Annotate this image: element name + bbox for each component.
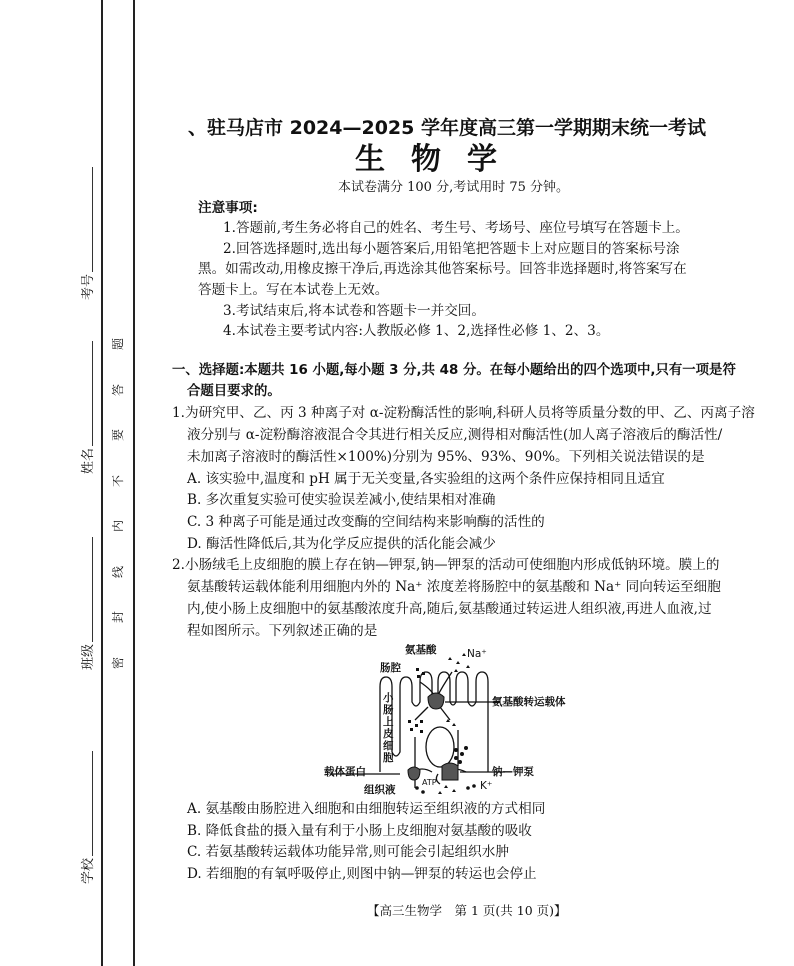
q1-option-c: C. 3 种离子可能是通过改变酶的空间结构来影响酶的活性的 xyxy=(187,514,545,530)
field-label: 考号 xyxy=(81,273,97,301)
notes-heading: 注意事项: xyxy=(198,200,258,216)
label-k: K⁺ xyxy=(480,780,493,792)
binding-line-inner xyxy=(133,0,135,966)
note-line: 3.考试结束后,将本试卷和答题卡一并交回。 xyxy=(223,303,485,319)
seal-char: 内 xyxy=(111,519,125,533)
field-underline[interactable] xyxy=(80,537,93,642)
transport-diagram xyxy=(320,642,580,798)
label-atp: ATP xyxy=(422,778,437,787)
q1-option-b: B. 多次重复实验可使实验误差减小,使结果相对准确 xyxy=(187,492,496,508)
label-transporter: 氨基酸转运载体 xyxy=(492,696,566,708)
q2-stem: 程如图所示。下列叙述正确的是 xyxy=(187,623,378,639)
seal-char: 答 xyxy=(111,383,125,397)
q2-option-b: B. 降低食盐的摄入量有利于小肠上皮细胞对氨基酸的吸收 xyxy=(187,823,532,839)
note-line: 1.答题前,考生务必将自己的姓名、考生号、考场号、座位号填写在答题卡上。 xyxy=(223,220,689,236)
school-field[interactable] xyxy=(77,751,96,884)
label-carrier: 载体蛋白 xyxy=(324,766,366,778)
class-field[interactable] xyxy=(77,537,96,670)
name-field[interactable] xyxy=(77,341,96,474)
field-label: 班级 xyxy=(81,643,97,671)
field-underline[interactable] xyxy=(80,167,93,272)
field-label: 学校 xyxy=(81,857,97,885)
note-line: 黑。如需改动,用橡皮擦干净后,再选涂其他答案标号。回答非选择题时,将答案写在 xyxy=(198,261,687,277)
seal-char: 不 xyxy=(111,474,125,488)
section-heading-cont: 合题目要求的。 xyxy=(187,384,281,399)
q1-stem: 1.为研究甲、乙、丙 3 种离子对 α-淀粉酶活性的影响,科研人员将等质量分数的甲、乙、丙离子溶 xyxy=(172,405,755,421)
seal-char: 题 xyxy=(111,337,125,351)
field-label: 姓名 xyxy=(81,447,97,475)
subject-title: 生物学 xyxy=(355,142,523,177)
q1-option-d: D. 酶活性降低后,其为化学反应提供的活化能会减少 xyxy=(187,536,496,552)
label-lumen: 肠腔 xyxy=(380,662,401,674)
field-underline[interactable] xyxy=(80,341,93,446)
q2-stem: 2.小肠绒毛上皮细胞的膜上存在钠—钾泵,钠—钾泵的活动可使细胞内形成低钠环境。膜上的 xyxy=(172,557,720,573)
q1-stem: 未加离子溶液时的酶活性×100%)分别为 95%、93%、90%。下列相关说法错误的是 xyxy=(187,449,705,465)
q2-stem: 氨基酸转运载体能利用细胞内外的 Na⁺ 浓度差将肠腔中的氨基酸和 Na⁺ 同向转运至细胞 xyxy=(187,579,721,595)
cell-illustration xyxy=(320,642,580,802)
q2-option-c: C. 若氨基酸转运载体功能异常,则可能会引起组织水肿 xyxy=(187,844,509,860)
score-info: 本试卷满分 100 分,考试用时 75 分钟。 xyxy=(338,180,570,195)
field-underline[interactable] xyxy=(80,751,93,856)
q2-option-a: A. 氨基酸由肠腔进入细胞和由细胞转运至组织液的方式相同 xyxy=(187,801,546,817)
exam-title: 、驻马店市 2024—2025 学年度高三第一学期期末统一考试 xyxy=(188,117,706,139)
seal-char: 要 xyxy=(111,428,125,442)
q2-option-d: D. 若细胞的有氧呼吸停止,则图中钠—钾泵的转运也会停止 xyxy=(187,866,537,882)
binding-line-outer xyxy=(101,0,103,966)
q1-option-a: A. 该实验中,温度和 pH 属于无关变量,各实验组的这两个条件应保持相同且适宜 xyxy=(187,471,665,487)
exam-number-field[interactable] xyxy=(77,167,96,300)
label-pump: 钠—钾泵 xyxy=(492,766,534,778)
note-line: 答题卡上。写在本试卷上无效。 xyxy=(198,282,389,298)
label-tissue-fluid: 组织液 xyxy=(364,784,396,796)
note-line: 2.回答选择题时,选出每小题答案后,用铅笔把答题卡上对应题目的答案标号涂 xyxy=(223,241,680,257)
label-na: Na⁺ xyxy=(467,648,487,660)
seal-char: 密 xyxy=(111,656,125,670)
page-footer: 【高三生物学 第 1 页(共 10 页)】 xyxy=(367,903,567,918)
section-heading: 一、选择题:本题共 16 小题,每小题 3 分,共 48 分。在每小题给出的四个选项中,只有一项是符 xyxy=(172,363,736,378)
label-cell: 小肠上皮细胞 xyxy=(383,692,394,764)
note-line: 4.本试卷主要考试内容:人教版必修 1、2,选择性必修 1、2、3。 xyxy=(223,323,610,339)
seal-char: 封 xyxy=(111,610,125,624)
q2-stem: 内,使小肠上皮细胞中的氨基酸浓度升高,随后,氨基酸通过转运进人组织液,再进人血液,过 xyxy=(187,601,712,617)
seal-char: 线 xyxy=(111,565,125,579)
q1-stem: 液分别与 α-淀粉酶溶液混合令其进行相关反应,测得相对酶活性(加人离子溶液后的酶活性/ xyxy=(187,427,723,443)
label-amino-acid: 氨基酸 xyxy=(405,644,437,656)
